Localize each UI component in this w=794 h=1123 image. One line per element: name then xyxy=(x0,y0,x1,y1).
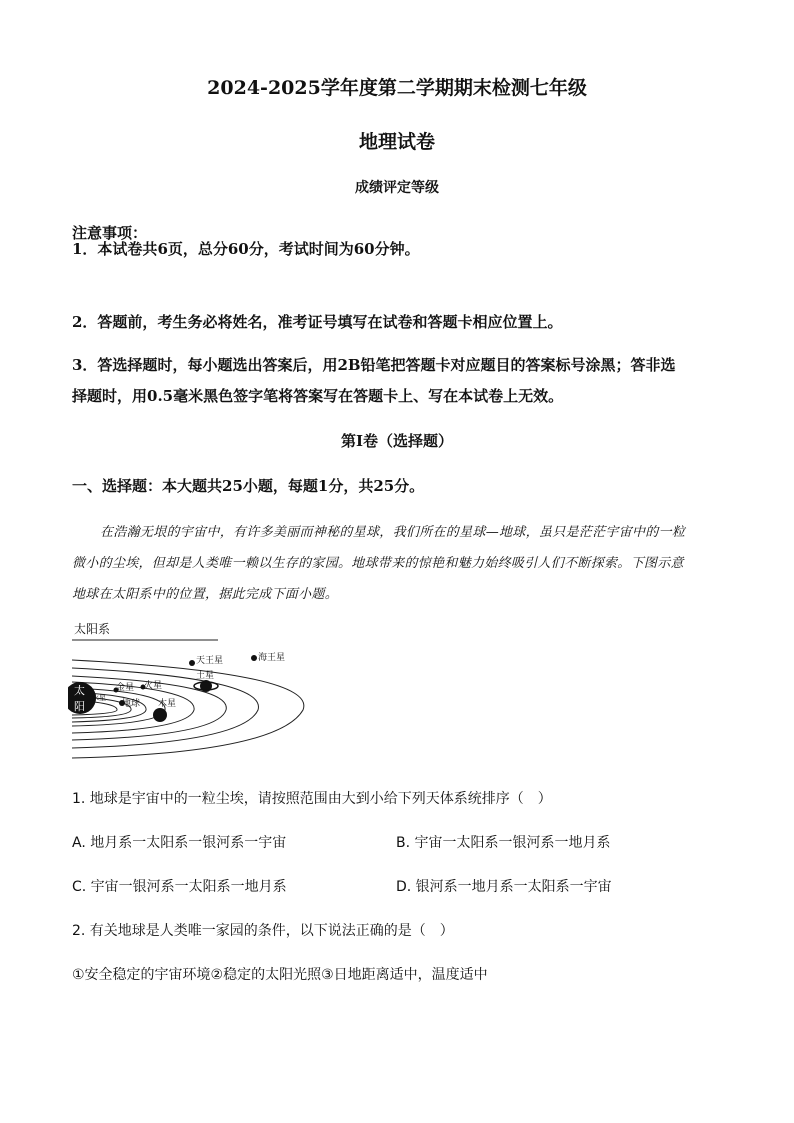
exam-subtitle: 地理试卷 xyxy=(358,131,435,153)
orbit-lines xyxy=(72,660,304,758)
jupiter-label: 木星 xyxy=(158,699,177,709)
part-title: 第Ⅰ卷（选择题） xyxy=(340,432,454,450)
neptune-label: 海王星 xyxy=(258,653,286,663)
note-item-3-cont: 择题时，用0.5毫米黑色签字笔将答案写在答题卡上、写在本试卷上无效。 xyxy=(72,387,564,405)
mars-label: 火星 xyxy=(144,681,163,691)
mercury-label: 水星 xyxy=(92,694,106,702)
uranus-label: 天王星 xyxy=(196,656,224,666)
question-1-option-b[interactable]: B. 宇宙一太阳系一银河系一地月系 xyxy=(396,835,611,851)
sun-label-1: 太 xyxy=(74,684,85,697)
question-2-stem: 2. 有关地球是人类唯一家园的条件，以下说法正确的是（ ） xyxy=(72,923,454,939)
venus-label: 金星 xyxy=(116,683,135,693)
grade-label: 成绩评定等级 xyxy=(355,180,439,196)
exam-title: 2024-2025学年度第二学期期末检测七年级 xyxy=(207,77,587,99)
saturn-label: 土星 xyxy=(196,671,215,681)
note-item-1: 1．本试卷共6页，总分60分，考试时间为60分钟。 xyxy=(72,240,420,258)
solar-system-diagram xyxy=(68,618,318,768)
question-1-option-c[interactable]: C. 宇宙一银河系一太阳系一地月系 xyxy=(72,879,287,895)
jupiter xyxy=(153,708,167,722)
notes-heading: 注意事项： xyxy=(72,224,148,242)
passage-line-3: 地球在太阳系中的位置，据此完成下面小题。 xyxy=(72,587,339,602)
question-1-stem: 1. 地球是宇宙中的一粒尘埃，请按照范围由大到小给下列天体系统排序（ ） xyxy=(72,791,552,807)
sun-label-2: 阳 xyxy=(74,700,85,713)
note-item-2: 2．答题前，考生务必将姓名，准考证号填写在试卷和答题卡相应位置上。 xyxy=(72,313,563,331)
passage-line-1: 在浩瀚无垠的宇宙中，有许多美丽而神秘的星球，我们所在的星球—地球，虽只是茫茫宇宙中的一粒 xyxy=(100,525,686,540)
uranus xyxy=(189,660,195,666)
earth-label: 地球 xyxy=(122,699,141,709)
figure-title: 太阳系 xyxy=(74,622,111,636)
passage-line-2: 微小的尘埃，但却是人类唯一赖以生存的家园。地球带来的惊艳和魅力始终吸引人们不断探索。下图示意 xyxy=(72,556,684,571)
neptune xyxy=(251,655,257,661)
question-1-option-a[interactable]: A. 地月系一太阳系一银河系一宇宙 xyxy=(72,835,287,851)
note-item-3: 3．答选择题时，每小题选出答案后，用2B铅笔把答题卡对应题目的答案标号涂黑；答非选 xyxy=(72,356,676,374)
section-heading: 一、选择题：本大题共25小题，每题1分，共25分。 xyxy=(72,477,425,495)
question-2-statement: ①安全稳定的宇宙环境②稳定的太阳光照③日地距离适中，温度适中 xyxy=(72,967,488,983)
question-1-option-d[interactable]: D. 银河系一地月系一太阳系一宇宙 xyxy=(396,879,612,895)
